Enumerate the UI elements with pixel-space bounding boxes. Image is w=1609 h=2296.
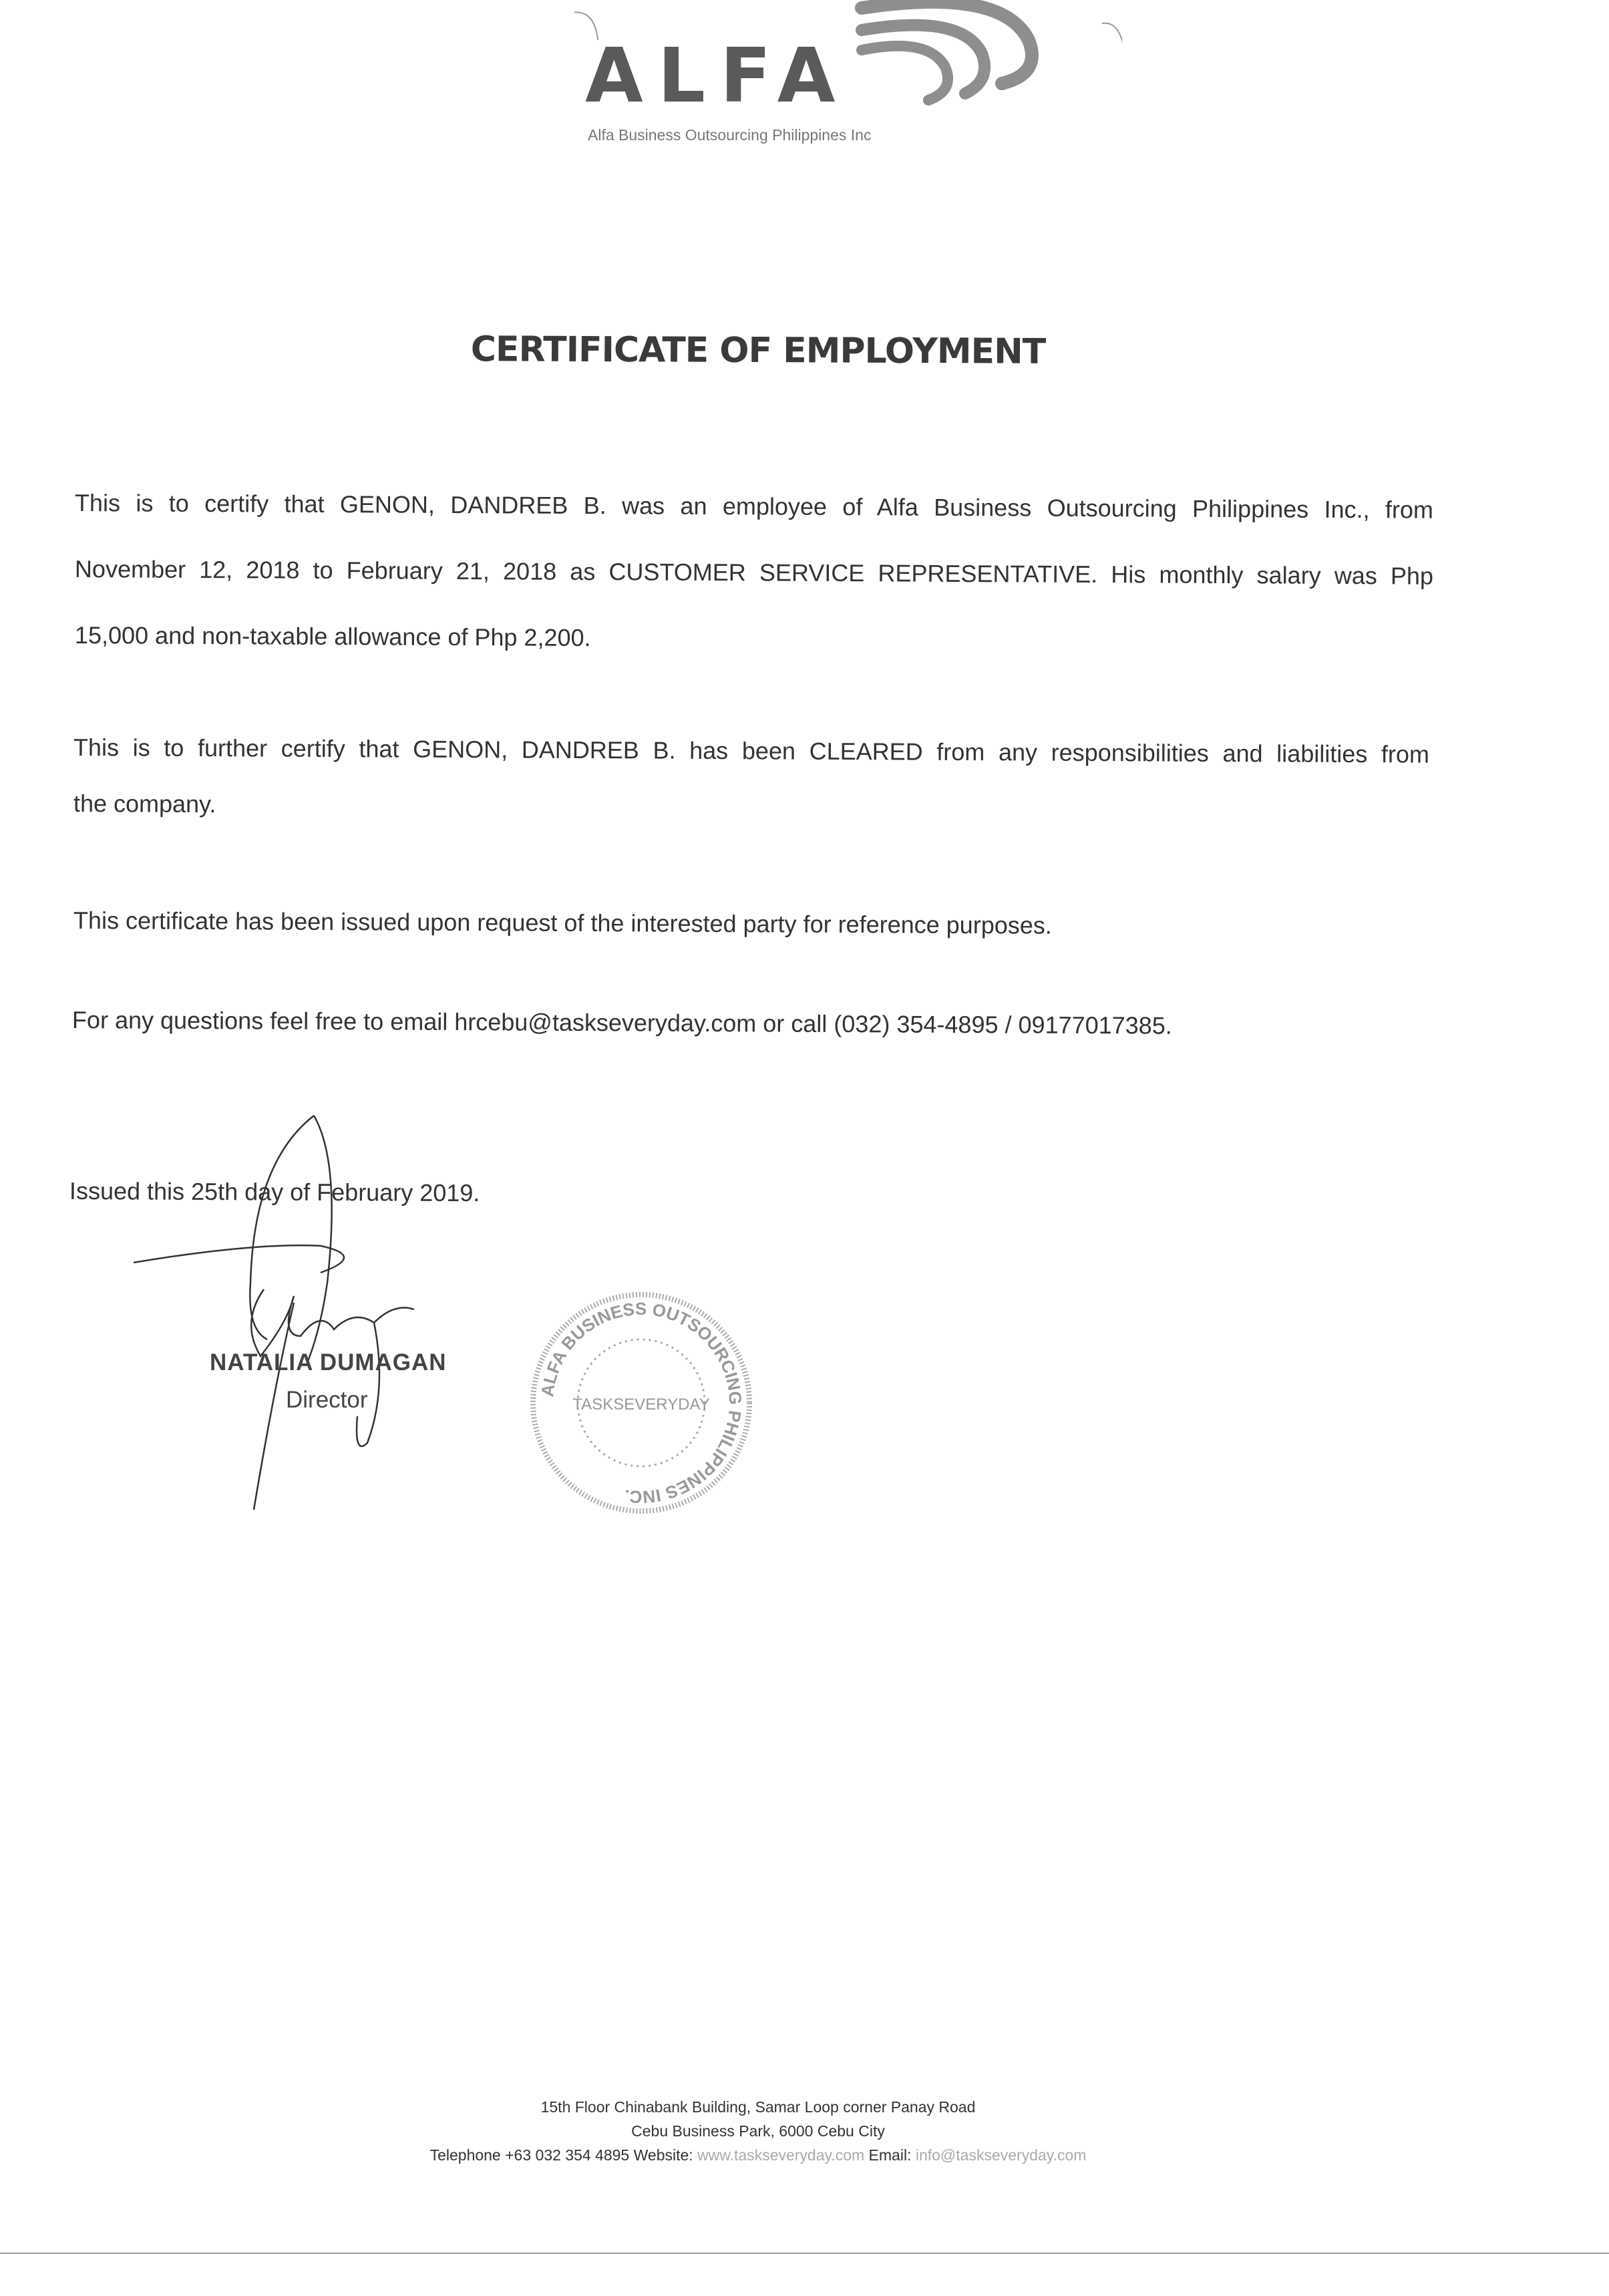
footer-contact-line	[0, 2146, 1516, 2164]
paragraph-1-line-2: November 12, 2018 to February 21, 2018 as CUSTOMER SERVICE REPRESENTATIVE. His monthly salary was Php	[74, 555, 1434, 590]
stamp-ring-text: ALFA BUSINESS OUTSOURCING PHILIPPINES INC.	[537, 1298, 746, 1508]
handwritten-signature	[120, 1109, 494, 1523]
stamp-center-text: TASKSEVERYDAY	[572, 1396, 710, 1414]
paragraph-1-line-3: 15,000 and non-taxable allowance of Php 2,200.	[74, 621, 591, 652]
logo-subtitle: Alfa Business Outsourcing Philippines Inc	[588, 126, 872, 144]
footer-address-line-2: Cebu Business Park, 6000 Cebu City	[631, 2122, 885, 2140]
signatory-title: Director	[286, 1387, 368, 1413]
bottom-divider	[0, 2253, 1609, 2254]
logo-wordmark: ALFA	[585, 33, 850, 120]
paragraph-2-line-2: the company.	[73, 790, 216, 818]
company-logo	[574, 0, 1122, 154]
company-seal-stamp	[528, 1289, 755, 1516]
paragraph-4-contact: For any questions feel free to email hrcebu@taskseveryday.com or call (032) 354-4895 / 09177017385.	[71, 1006, 1172, 1039]
signatory-name: NATALIA DUMAGAN	[210, 1349, 447, 1375]
footer-address-line-1: 15th Floor Chinabank Building, Samar Loop corner Panay Road	[540, 2098, 976, 2116]
footer-email-label: Email:	[864, 2146, 916, 2164]
footer-email-link[interactable]: info@taskseveryday.com	[915, 2146, 1087, 2164]
footer-website-link[interactable]: www.taskseveryday.com	[697, 2146, 865, 2164]
issued-date: Issued this 25th day of February 2019.	[69, 1177, 480, 1207]
paragraph-2-line-1: This is to further certify that GENON, DANDREB B. has been CLEARED from any responsibilities and liabilities from	[73, 733, 1430, 768]
document-title: CERTIFICATE OF EMPLOYMENT	[470, 329, 1046, 372]
paragraph-3: This certificate has been issued upon request of the interested party for reference purposes.	[73, 907, 1052, 939]
footer-telephone: Telephone +63 032 354 4895 Website:	[429, 2146, 698, 2164]
paragraph-1-line-1: This is to certify that GENON, DANDREB B. was an employee of Alfa Business Outsourcing Philippines Inc., from	[74, 489, 1434, 524]
